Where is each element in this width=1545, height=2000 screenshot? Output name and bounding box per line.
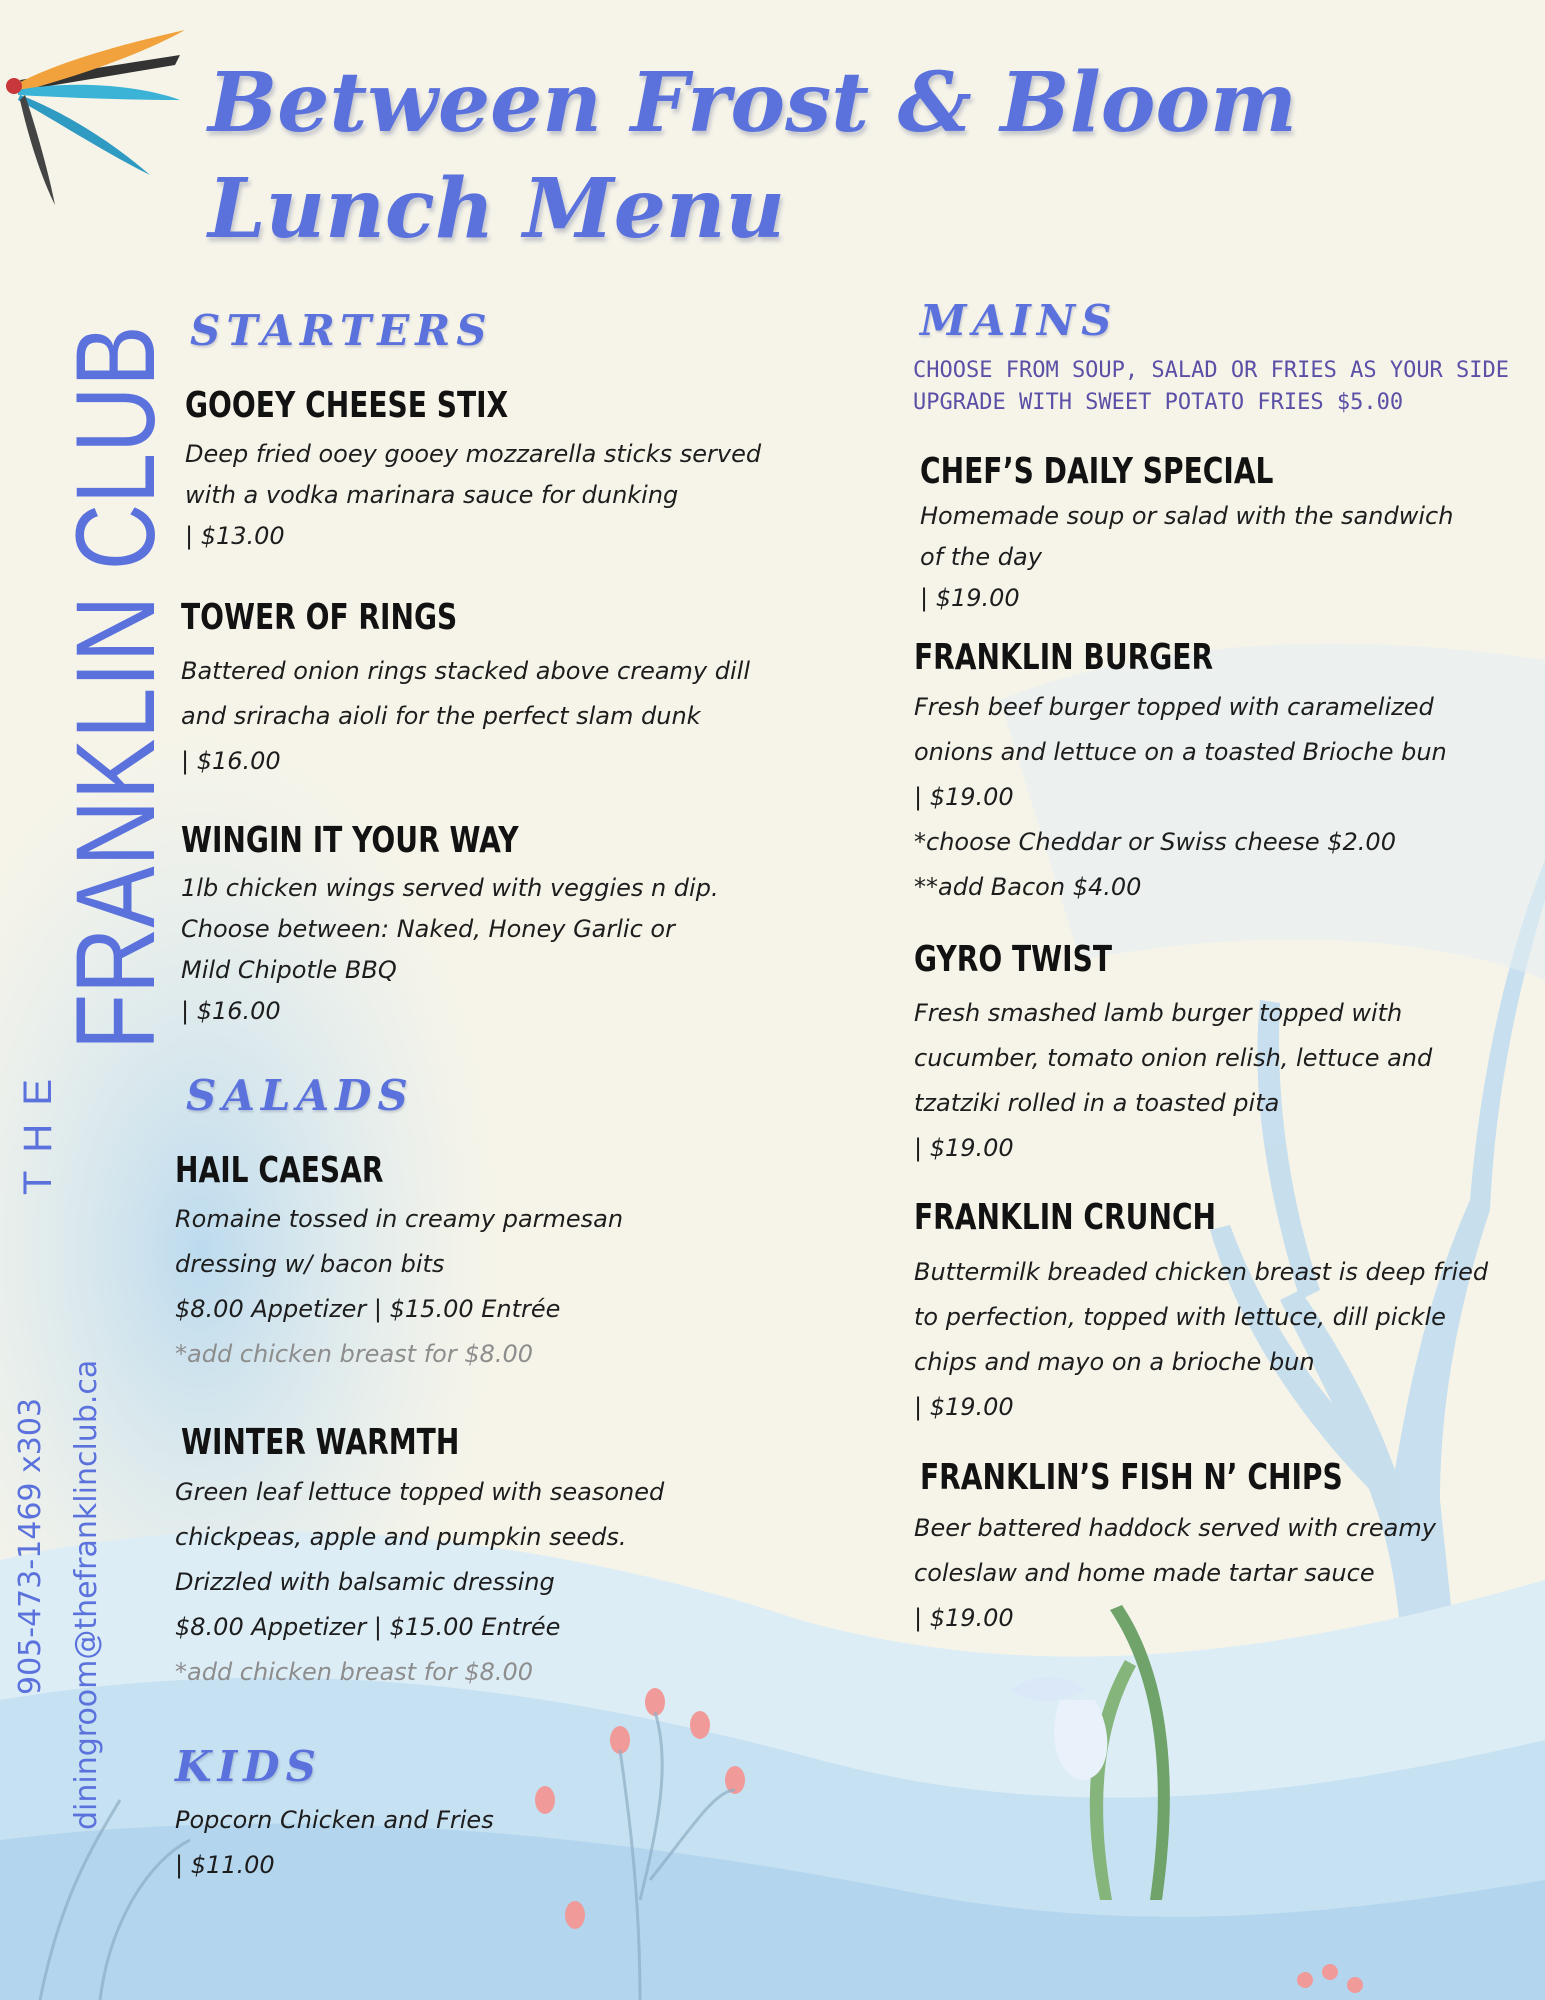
item-desc-line: Popcorn Chicken and Fries: [175, 1806, 494, 1834]
item-desc-line: with a vodka marinara sauce for dunking: [185, 481, 679, 509]
item-name-franklin-burger: FRANKLIN BURGER: [914, 637, 1214, 678]
item-desc-line: Romaine tossed in creamy parmesan: [175, 1205, 624, 1233]
item-price: $8.00 Appetizer | $15.00 Entrée: [175, 1613, 561, 1641]
item-desc-line: to perfection, topped with lettuce, dill pickle: [914, 1303, 1446, 1331]
item-desc-line: onions and lettuce on a toasted Brioche bun: [914, 738, 1447, 766]
section-heading-starters: STARTERS: [190, 306, 493, 355]
item-desc-line: cucumber, tomato onion relish, lettuce and: [914, 1044, 1433, 1072]
item-desc-line: Fresh beef burger topped with caramelized: [914, 693, 1434, 721]
item-desc-line: Beer battered haddock served with creamy: [914, 1514, 1436, 1542]
menu-title-line-1: Between Frost & Bloom: [208, 55, 1297, 151]
item-name-tower-of-rings: TOWER OF RINGS: [181, 597, 458, 638]
item-price: | $16.00: [181, 747, 281, 775]
item-name-winter-warmth: WINTER WARMTH: [181, 1422, 460, 1463]
item-price: | $19.00: [914, 783, 1014, 811]
item-desc-line: chips and mayo on a brioche bun: [914, 1348, 1315, 1376]
brand-the: THE: [16, 1061, 60, 1195]
item-addon: *add chicken breast for $8.00: [175, 1340, 534, 1368]
item-name-franklins-fish-n-chips: FRANKLIN’S FISH N’ CHIPS: [920, 1457, 1343, 1498]
item-price: | $11.00: [175, 1851, 275, 1879]
item-name-gooey-cheese-stix: GOOEY CHEESE STIX: [185, 385, 509, 426]
item-name-hail-caesar: HAIL CAESAR: [175, 1150, 384, 1191]
item-desc-line: Homemade soup or salad with the sandwich: [920, 502, 1454, 530]
item-addon: **add Bacon $4.00: [914, 873, 1142, 901]
brand-name: FRANKLIN CLUB: [53, 325, 178, 1050]
section-heading-mains: MAINS: [920, 296, 1118, 345]
item-desc-line: Fresh smashed lamb burger topped with: [914, 999, 1403, 1027]
section-heading-kids: KIDS: [175, 1742, 322, 1791]
item-desc-line: Choose between: Naked, Honey Garlic or: [181, 915, 675, 943]
item-price: | $19.00: [914, 1604, 1014, 1632]
item-desc-line: tzatziki rolled in a toasted pita: [914, 1089, 1280, 1117]
item-price: | $19.00: [920, 584, 1020, 612]
item-desc-line: and sriracha aioli for the perfect slam dunk: [181, 702, 701, 730]
item-price: | $19.00: [914, 1393, 1014, 1421]
contact-phone: 905-473-1469 x303: [13, 1397, 48, 1695]
item-desc-line: Buttermilk breaded chicken breast is deep fried: [914, 1258, 1489, 1286]
item-desc-line: chickpeas, apple and pumpkin seeds.: [175, 1523, 627, 1551]
item-price: | $16.00: [181, 997, 281, 1025]
mains-upgrade-note: UPGRADE WITH SWEET POTATO FRIES $5.00: [913, 390, 1404, 415]
item-desc-line: 1lb chicken wings served with veggies n dip.: [181, 874, 719, 902]
item-name-wingin-it-your-way: WINGIN IT YOUR WAY: [181, 820, 519, 861]
item-desc-line: coleslaw and home made tartar sauce: [914, 1559, 1375, 1587]
item-name-franklin-crunch: FRANKLIN CRUNCH: [914, 1197, 1217, 1238]
item-price: | $19.00: [914, 1134, 1014, 1162]
fishing-fly-lure-icon: [6, 30, 185, 205]
menu-title-line-2: Lunch Menu: [208, 161, 786, 257]
item-desc-line: of the day: [920, 543, 1042, 571]
item-name-gyro-twist: GYRO TWIST: [914, 939, 1112, 980]
mains-side-note: CHOOSE FROM SOUP, SALAD OR FRIES AS YOUR SIDE: [913, 358, 1510, 383]
item-price: | $13.00: [185, 522, 285, 550]
item-desc-line: Drizzled with balsamic dressing: [175, 1568, 555, 1596]
item-addon: *add chicken breast for $8.00: [175, 1658, 534, 1686]
contact-email: diningroom@thefranklinclub.ca: [69, 1359, 104, 1830]
item-addon: *choose Cheddar or Swiss cheese $2.00: [914, 828, 1396, 856]
item-desc-line: dressing w/ bacon bits: [175, 1250, 445, 1278]
item-desc-line: Mild Chipotle BBQ: [181, 956, 397, 984]
section-heading-salads: SALADS: [186, 1071, 414, 1120]
item-desc-line: Green leaf lettuce topped with seasoned: [175, 1478, 665, 1506]
item-desc-line: Deep fried ooey gooey mozzarella sticks served: [185, 440, 762, 468]
item-desc-line: Battered onion rings stacked above creamy dill: [181, 657, 751, 685]
item-name-chefs-daily-special: CHEF’S DAILY SPECIAL: [920, 451, 1274, 492]
item-price: $8.00 Appetizer | $15.00 Entrée: [175, 1295, 561, 1323]
